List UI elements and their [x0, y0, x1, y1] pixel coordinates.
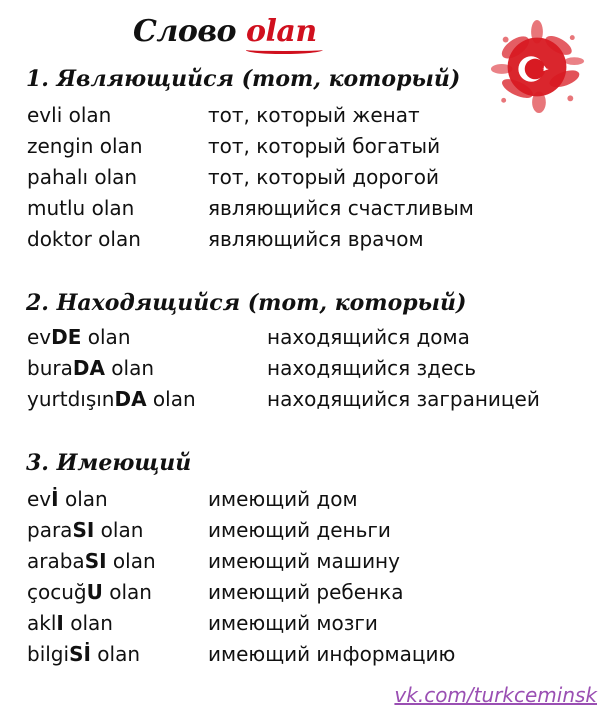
russian-translation: имеющий машину	[208, 549, 400, 573]
phrase-part: mutlu olan	[27, 196, 135, 220]
vocab-row	[27, 131, 597, 161]
vocab-row	[27, 546, 597, 576]
phrase-part: olan	[102, 580, 152, 604]
suffix-highlight: İ	[51, 487, 59, 511]
phrase-part: olan	[58, 487, 108, 511]
vocab-row	[27, 162, 597, 192]
turkish-phrase	[27, 162, 137, 192]
russian-translation: имеющий мозги	[208, 611, 378, 635]
turkish-phrase	[27, 608, 113, 638]
phrase-part: bilgi	[27, 642, 70, 666]
vocab-row	[27, 193, 597, 223]
russian-translation: имеющий деньги	[208, 518, 391, 542]
phrase-part: çocuğ	[27, 580, 87, 604]
phrase-part: olan	[104, 356, 155, 380]
phrase-part: pahalı olan	[27, 165, 138, 189]
phrase-part: ev	[27, 487, 52, 511]
russian-translation: находящийся дома	[267, 325, 470, 349]
suffix-highlight: SI	[72, 518, 95, 542]
vocab-row	[27, 639, 597, 669]
vocab-row	[27, 384, 597, 414]
phrase-part: olan	[90, 642, 141, 666]
vocab-row	[27, 100, 597, 130]
phrase-part: doktor olan	[27, 227, 141, 251]
phrase-part: olan	[106, 549, 156, 573]
title-word: Слово	[133, 14, 237, 49]
vocab-row	[27, 322, 597, 352]
turkish-phrase	[27, 193, 134, 223]
phrase-part: bura	[27, 356, 73, 380]
russian-translation: имеющий информацию	[208, 642, 456, 666]
turkish-phrase	[27, 100, 111, 130]
title-highlight: olan	[246, 14, 317, 49]
russian-translation: являющийся счастливым	[208, 196, 474, 220]
suffix-highlight: DA	[114, 387, 147, 411]
vocab-row	[27, 484, 597, 514]
russian-translation: являющийся врачом	[208, 227, 424, 251]
turkish-phrase	[27, 322, 131, 352]
russian-translation: находящийся заграницей	[267, 387, 540, 411]
section-heading: 2. Находящийся (тот, который)	[26, 290, 467, 316]
phrase-part: akl	[27, 611, 57, 635]
vocab-row	[27, 608, 597, 638]
russian-translation: тот, который богатый	[208, 134, 441, 158]
section-heading: 1. Являющийся (тот, который)	[26, 66, 461, 92]
turkish-phrase	[27, 639, 140, 669]
phrase-part: evli olan	[27, 103, 112, 127]
vocab-row	[27, 577, 597, 607]
phrase-part: yurtdışın	[27, 387, 115, 411]
page-title	[133, 14, 317, 49]
phrase-part: araba	[27, 549, 85, 573]
russian-translation: тот, который женат	[208, 103, 420, 127]
turkish-phrase	[27, 384, 196, 414]
phrase-part: olan	[94, 518, 144, 542]
turkish-phrase	[27, 353, 154, 383]
turkish-phrase	[27, 577, 152, 607]
footer-link[interactable]: vk.com/turkceminsk	[394, 683, 597, 707]
suffix-highlight: DA	[72, 356, 105, 380]
suffix-highlight: I	[56, 611, 64, 635]
vocab-row	[27, 224, 597, 254]
phrase-part: olan	[146, 387, 196, 411]
russian-translation: находящийся здесь	[267, 356, 477, 380]
vocab-row	[27, 353, 597, 383]
turkish-phrase	[27, 484, 108, 514]
suffix-highlight: Sİ	[69, 642, 91, 666]
turkish-phrase	[27, 515, 143, 545]
russian-translation: имеющий ребенка	[208, 580, 404, 604]
russian-translation: тот, который дорогой	[208, 165, 440, 189]
turkish-phrase	[27, 224, 141, 254]
phrase-part: ev	[27, 325, 52, 349]
vocab-row	[27, 515, 597, 545]
phrase-part: olan	[81, 325, 131, 349]
suffix-highlight: U	[86, 580, 103, 604]
turkish-phrase	[27, 131, 143, 161]
phrase-part: olan	[63, 611, 113, 635]
phrase-part: para	[27, 518, 73, 542]
russian-translation: имеющий дом	[208, 487, 358, 511]
turkish-phrase	[27, 546, 156, 576]
suffix-highlight: DE	[51, 325, 82, 349]
suffix-highlight: SI	[84, 549, 107, 573]
section-heading: 3. Имеющий	[26, 450, 192, 476]
phrase-part: zengin olan	[27, 134, 143, 158]
